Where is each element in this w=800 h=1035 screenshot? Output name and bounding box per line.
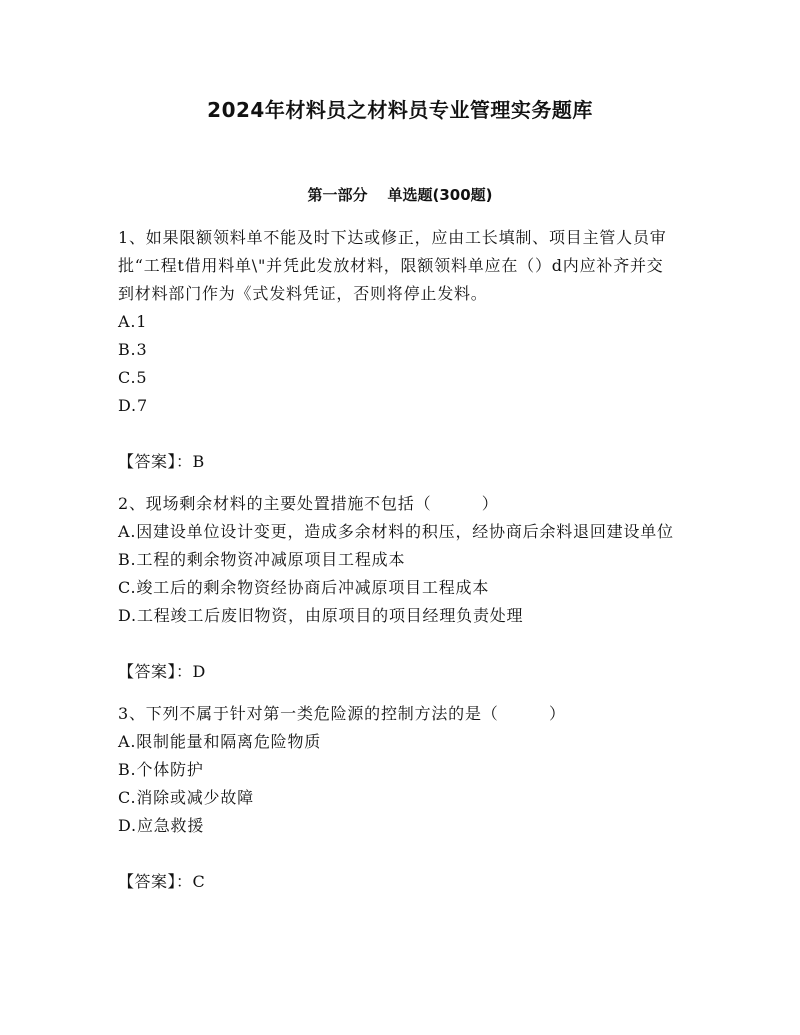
section-part-label: 第一部分: [307, 186, 368, 204]
option-c: C.消除或减少故障: [118, 788, 254, 807]
option-list: [118, 728, 678, 840]
answer-value: C: [192, 872, 206, 891]
section-name-label: 单选题(300题): [387, 186, 493, 204]
question-list: [118, 224, 678, 910]
option-b: B.个体防护: [118, 760, 204, 779]
option-list: [118, 518, 678, 630]
answer-line: [118, 448, 678, 476]
question-stem: 1、如果限额领料单不能及时下达或修正，应由工长填制、项目主管人员审批“工程t借用料单\"并凭此发放材料，限额领料单应在（）d内应补齐并交到材料部门作为《式发料凭证，否则将停止发料。: [118, 228, 667, 303]
question-stem: 2、现场剩余材料的主要处置措施不包括（ ）: [118, 494, 499, 513]
answer-line: [118, 658, 678, 686]
option-a: A.1: [118, 312, 148, 331]
option-list: [118, 308, 678, 420]
document-title: 2024年材料员之材料员专业管理实务题库: [207, 98, 593, 122]
answer-value: B: [192, 452, 205, 471]
option-b: B.工程的剩余物资冲减原项目工程成本: [118, 550, 406, 569]
answer-label: 【答案】：: [118, 452, 193, 471]
option-a: A.限制能量和隔离危险物质: [118, 732, 322, 751]
option-c: C.竣工后的剩余物资经协商后冲减原项目工程成本: [118, 578, 490, 597]
question-1: [118, 224, 678, 476]
section-heading: [0, 184, 800, 206]
option-d: D.工程竣工后废旧物资，由原项目的项目经理负责处理: [118, 606, 524, 625]
option-d: D.应急救援: [118, 816, 205, 835]
answer-line: [118, 868, 678, 896]
answer-label: 【答案】：: [118, 662, 193, 681]
option-b: B.3: [118, 340, 148, 359]
option-c: C.5: [118, 368, 148, 387]
question-3: [118, 700, 678, 896]
question-2: [118, 490, 678, 686]
answer-label: 【答案】：: [118, 872, 193, 891]
question-stem: 3、下列不属于针对第一类危险源的控制方法的是（ ）: [118, 704, 566, 723]
answer-value: D: [192, 662, 206, 681]
option-a: A.因建设单位设计变更，造成多余材料的积压，经协商后余料退回建设单位: [118, 522, 674, 541]
option-d: D.7: [118, 396, 148, 415]
